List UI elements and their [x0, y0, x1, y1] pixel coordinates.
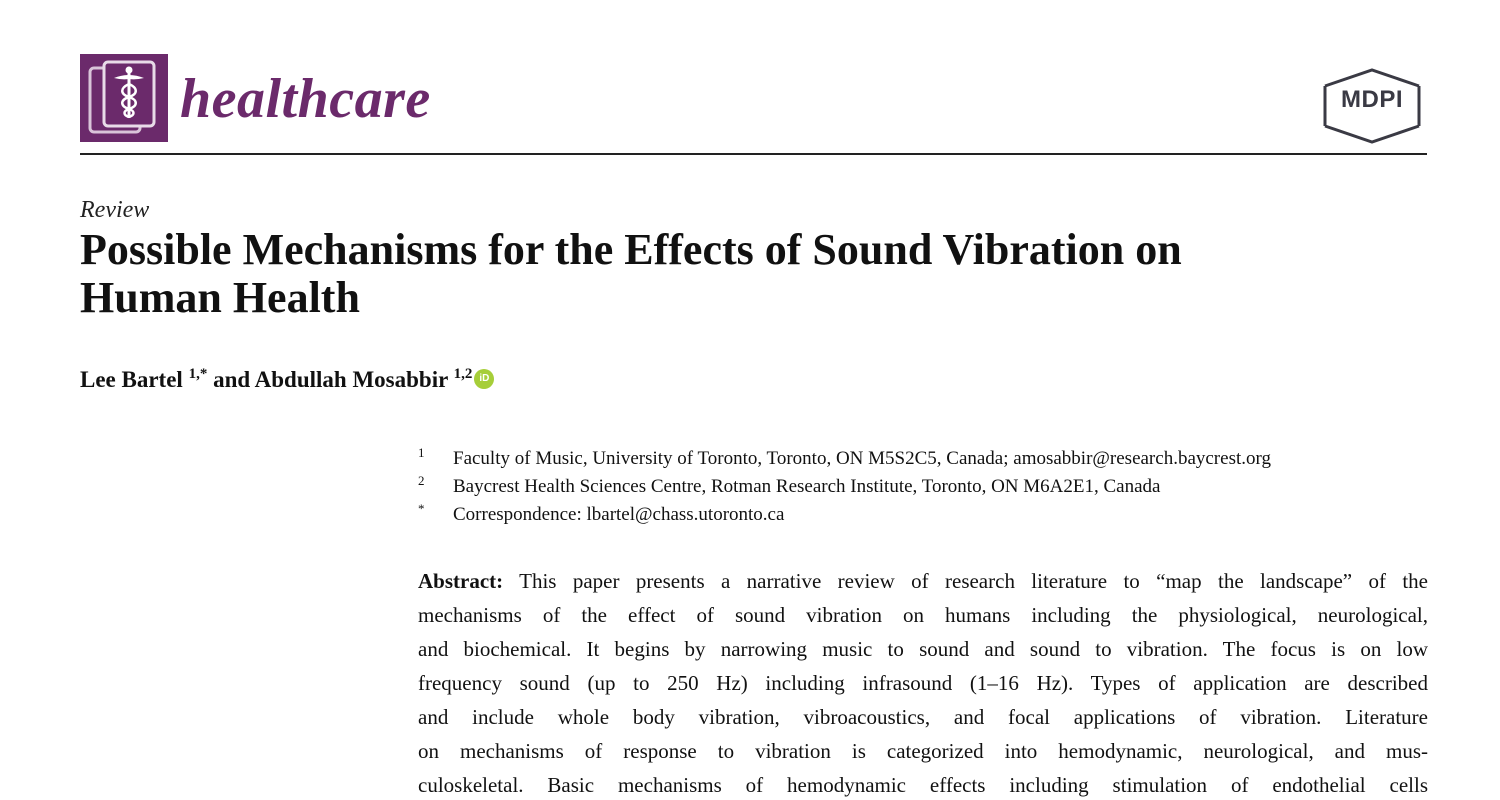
- abstract-label: Abstract:: [418, 569, 504, 593]
- author-affiliation-marker: 1,2: [453, 366, 473, 382]
- article-title: [80, 226, 1380, 322]
- correspondence-item: [418, 501, 1428, 529]
- publisher-logo: [1317, 68, 1427, 144]
- author-affiliation-marker: 1,*: [188, 366, 208, 382]
- abstract-text: This paper presents a narrative review of research literature to “map the landscape” of the: [503, 569, 1428, 593]
- correspondence-marker: *: [418, 501, 425, 516]
- title-line: Possible Mechanisms for the Effects of Sound Vibration on: [80, 225, 1182, 274]
- affiliation-text: Faculty of Music, University of Toronto, Toronto, ON M5S2C5, Canada; amosabbir@research.baycrest.org: [453, 448, 1271, 469]
- author-name: Lee Bartel: [80, 367, 183, 392]
- abstract-section: [418, 564, 1428, 800]
- affiliation-marker: 1: [418, 445, 425, 460]
- abstract-line: and include whole body vibration, vibroacoustics, and focal applications of vibration. Literature: [418, 705, 1428, 729]
- journal-name: healthcare: [180, 68, 431, 130]
- affiliation-item: [418, 445, 1428, 473]
- affiliation-marker: 2: [418, 473, 425, 488]
- header-divider: [80, 153, 1427, 155]
- abstract-line: [418, 564, 1428, 598]
- affiliation-list: [418, 445, 1428, 529]
- correspondence-text: Correspondence: lbartel@chass.utoronto.ca: [453, 504, 785, 525]
- affiliation-item: [418, 473, 1428, 501]
- journal-header: [80, 54, 1427, 146]
- abstract-line: frequency sound (up to 250 Hz) including infrasound (1–16 Hz). Types of application are described: [418, 671, 1428, 695]
- title-line: Human Health: [80, 273, 360, 322]
- publisher-name: MDPI: [1341, 86, 1403, 113]
- author-joiner: and: [213, 367, 251, 392]
- abstract-line: mechanisms of the effect of sound vibration on humans including the physiological, neurological,: [418, 603, 1428, 627]
- article-type: Review: [80, 197, 150, 223]
- caduceus-document-icon: [80, 54, 168, 142]
- abstract-line: and biochemical. It begins by narrowing music to sound and sound to vibration. The focus is on low: [418, 637, 1428, 661]
- abstract-line: culoskeletal. Basic mechanisms of hemodynamic effects including stimulation of endothelial cells: [418, 773, 1428, 797]
- affiliation-text: Baycrest Health Sciences Centre, Rotman Research Institute, Toronto, ON M6A2E1, Canada: [453, 476, 1161, 497]
- journal-logo: [80, 54, 168, 142]
- author-name: Abdullah Mosabbir: [254, 367, 448, 392]
- orcid-icon[interactable]: iD: [474, 369, 494, 389]
- abstract-line: on mechanisms of response to vibration is categorized into hemodynamic, neurological, and mus-: [418, 739, 1428, 763]
- author-list: [80, 364, 494, 396]
